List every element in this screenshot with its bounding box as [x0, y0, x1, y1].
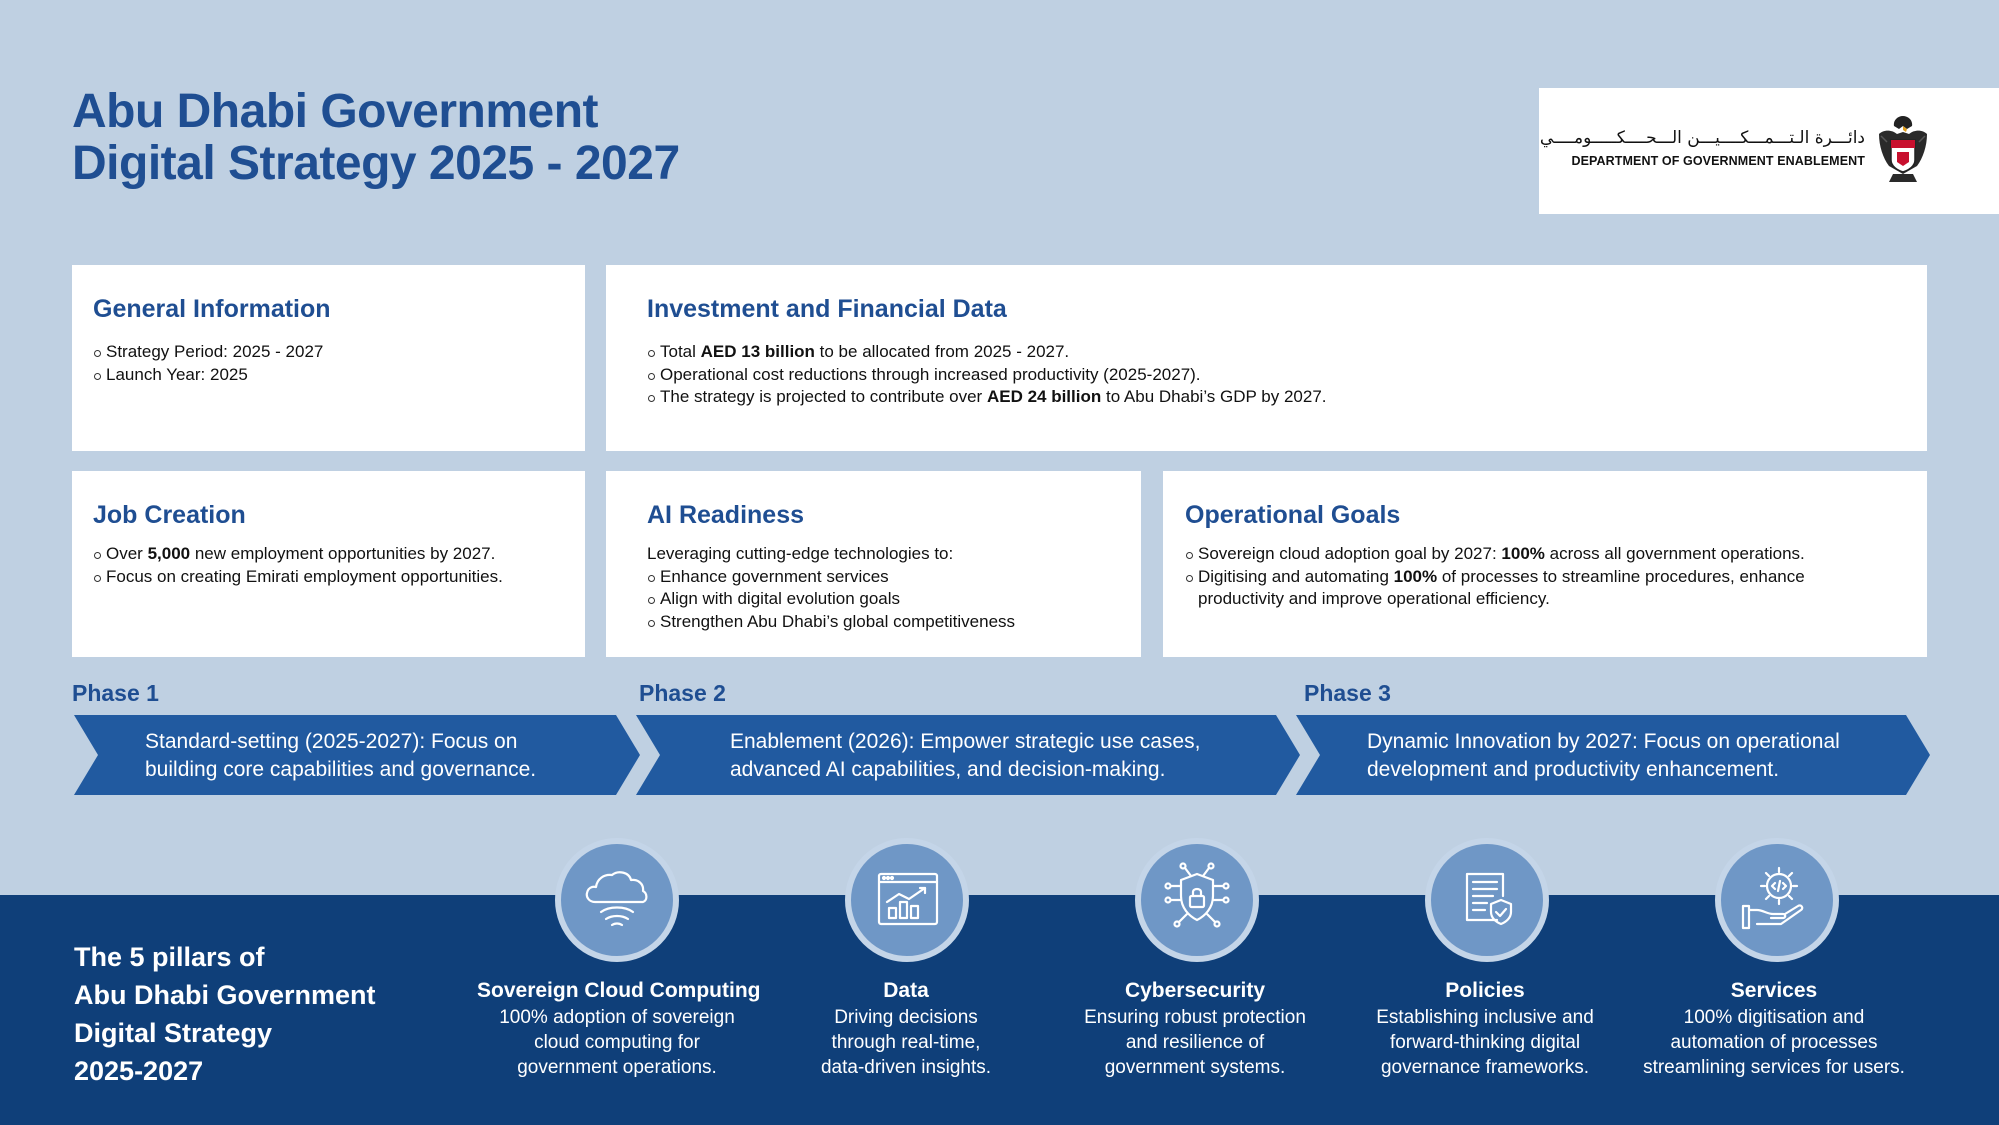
phase-1-label: Phase 1 — [72, 680, 159, 706]
logo-english-text: DEPARTMENT OF GOVERNMENT ENABLEMENT — [1571, 154, 1865, 168]
phase-1-description — [145, 728, 536, 784]
pillar-name: Data — [883, 979, 929, 1002]
page-title-line2: Digital Strategy 2025 - 2027 — [72, 137, 680, 190]
text-part: new employment opportunities by 2027. — [190, 544, 496, 563]
shield-lock-icon — [1135, 838, 1259, 962]
highlight-value: 100% — [1501, 544, 1545, 563]
text-part: Over — [106, 544, 148, 563]
text-part: to Abu Dhabi’s GDP by 2027. — [1101, 387, 1327, 406]
falcon-emblem-icon — [1873, 112, 1933, 188]
pillar-desc-line: Ensuring robust protection — [1084, 1007, 1306, 1028]
page-title-line1: Abu Dhabi Government — [72, 85, 599, 138]
pillar-name: Policies — [1445, 979, 1525, 1002]
pillar-sovereign-cloud — [477, 977, 761, 1080]
pillar-name: Services — [1730, 979, 1818, 1002]
text-part: of processes to streamline procedures, enhance — [1437, 566, 1805, 586]
ai-readiness-card — [606, 471, 1141, 657]
text-part: productivity and improve operational efficiency. — [1198, 589, 1550, 608]
list-item — [93, 543, 503, 566]
list-item: Launch Year: 2025 — [93, 364, 323, 387]
phase-text-line: building core capabilities and governance. — [145, 758, 537, 781]
list-item: Align with digital evolution goals — [647, 588, 1015, 611]
page-title — [72, 86, 680, 190]
pillar-desc-line: data-driven insights. — [820, 1057, 992, 1078]
list-item: Strategy Period: 2025 - 2027 — [93, 341, 323, 364]
department-logo — [1539, 88, 1999, 214]
job-creation-title: Job Creation — [93, 501, 246, 529]
text-part: across all government operations. — [1544, 544, 1805, 563]
phase-2-description — [730, 728, 1200, 784]
pillar-desc-line: 100% adoption of sovereign — [499, 1007, 735, 1028]
job-creation-list — [93, 543, 503, 588]
general-information-card — [72, 265, 585, 451]
pillar-description — [477, 1005, 757, 1080]
phase-2-label: Phase 2 — [639, 680, 726, 706]
ai-readiness-title: AI Readiness — [647, 501, 805, 529]
job-creation-card — [72, 471, 585, 657]
pillar-name: Cybersecurity — [1124, 979, 1266, 1002]
list-item — [1185, 566, 1805, 611]
phase-text-line: Standard-setting (2025-2027): Focus on — [145, 730, 518, 753]
pillar-desc-line: forward-thinking digital — [1389, 1032, 1581, 1053]
list-item: Operational cost reductions through increased productivity (2025-2027). — [647, 364, 1327, 387]
pillars-heading-line: Abu Dhabi Government — [74, 980, 376, 1010]
highlight-value: AED 13 billion — [700, 342, 815, 361]
text-part: Total — [660, 342, 701, 361]
pillar-desc-line: Driving decisions — [834, 1007, 978, 1028]
pillars-heading-line: 2025-2027 — [74, 1056, 204, 1086]
phase-text-line: advanced AI capabilities, and decision-making. — [730, 758, 1166, 781]
text-part: Digitising and automating — [1198, 566, 1394, 586]
pillars-heading-line: The 5 pillars of — [74, 942, 265, 972]
pillars-heading-line: Digital Strategy — [74, 1018, 273, 1048]
investment-financial-list — [647, 341, 1327, 409]
pillar-services — [1634, 977, 1914, 1080]
pillar-description — [1345, 1005, 1625, 1080]
ai-readiness-list — [647, 566, 1015, 634]
general-information-title: General Information — [93, 295, 331, 323]
operational-goals-title: Operational Goals — [1185, 501, 1401, 529]
pillar-desc-line: and resilience of — [1125, 1032, 1265, 1053]
pillar-desc-line: government operations. — [517, 1057, 717, 1078]
highlight-value: AED 24 billion — [986, 387, 1102, 406]
list-item: Enhance government services — [647, 566, 1015, 589]
logo-arabic-text: دائـــرة الـتـــمـــكــــيـــن الـــحــــكـــــومــــي — [1539, 128, 1865, 148]
pillar-desc-line: 100% digitisation and — [1683, 1007, 1865, 1028]
general-information-list — [93, 341, 323, 386]
pillar-desc-line: government systems. — [1104, 1057, 1286, 1078]
pillar-data — [766, 977, 1046, 1080]
investment-financial-card — [606, 265, 1927, 451]
phase-3-description — [1367, 728, 1840, 784]
text-part: The strategy is projected to contribute over — [660, 387, 987, 406]
pillar-policies — [1345, 977, 1625, 1080]
list-item — [1185, 543, 1805, 566]
list-item — [647, 386, 1327, 409]
pillar-desc-line: streamlining services for users. — [1643, 1057, 1905, 1078]
operational-goals-card — [1163, 471, 1927, 657]
phase-3-label: Phase 3 — [1304, 680, 1391, 706]
highlight-value: 100% — [1393, 566, 1438, 586]
policy-document-icon — [1425, 838, 1549, 962]
operational-goals-list — [1185, 543, 1805, 611]
phase-text-line: Dynamic Innovation by 2027: Focus on operational — [1367, 730, 1840, 753]
list-item — [647, 341, 1327, 364]
pillar-cybersecurity — [1055, 977, 1335, 1080]
pillar-name: Sovereign Cloud Computing — [477, 979, 761, 1002]
pillars-heading — [74, 938, 376, 1090]
data-chart-icon — [845, 838, 969, 962]
list-item: Strengthen Abu Dhabi’s global competitiveness — [647, 611, 1015, 634]
pillar-description — [1634, 1005, 1914, 1080]
pillar-desc-line: Establishing inclusive and — [1376, 1007, 1594, 1028]
text-part: to be allocated from 2025 - 2027. — [814, 342, 1070, 361]
cloud-icon — [555, 838, 679, 962]
pillar-desc-line: automation of processes — [1670, 1032, 1878, 1053]
highlight-value: 5,000 — [147, 544, 191, 563]
text-part: Sovereign cloud adoption goal by 2027: — [1198, 544, 1502, 563]
phase-text-line: development and productivity enhancement. — [1367, 758, 1780, 781]
hand-gear-icon — [1715, 838, 1839, 962]
investment-financial-title: Investment and Financial Data — [647, 295, 1007, 323]
ai-readiness-lead: Leveraging cutting-edge technologies to: — [647, 544, 954, 563]
phase-text-line: Enablement (2026): Empower strategic use cases, — [730, 730, 1201, 753]
pillar-description — [1055, 1005, 1335, 1080]
pillar-desc-line: through real-time, — [831, 1032, 981, 1053]
pillar-desc-line: cloud computing for — [534, 1032, 700, 1053]
list-item: Focus on creating Emirati employment opportunities. — [93, 566, 503, 589]
pillar-desc-line: governance frameworks. — [1380, 1057, 1590, 1078]
pillar-description — [766, 1005, 1046, 1080]
